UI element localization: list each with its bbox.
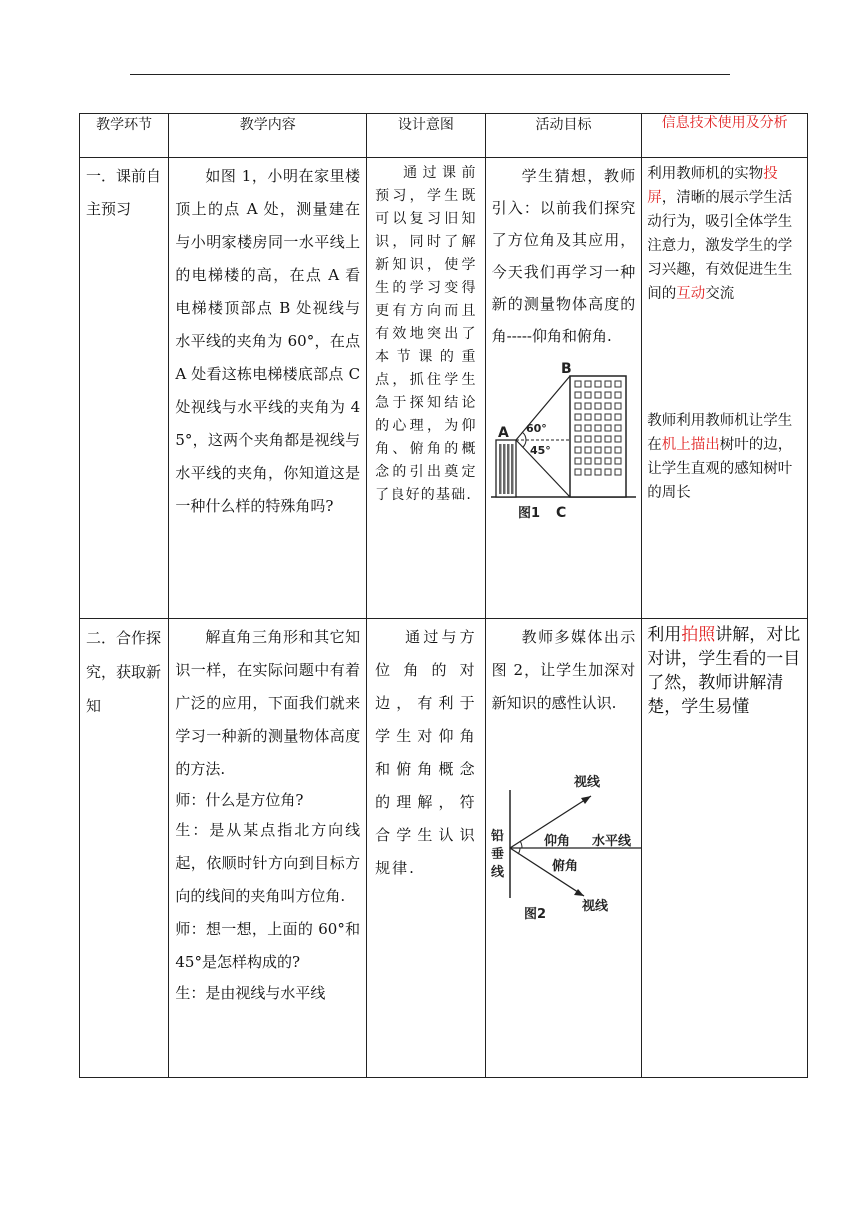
header-rule — [130, 74, 730, 75]
header-design: 设计意图 — [367, 114, 485, 158]
fig2-plumb-1: 铅 — [490, 829, 504, 844]
row2-tech-cell — [642, 619, 808, 1078]
row1-content-cell — [169, 158, 367, 619]
row2-stage-cell — [80, 619, 169, 1078]
row2-design: 通过与方位角的对边，有利于学生对仰角和俯角概念的理解，符合学生认识规律. — [375, 628, 477, 877]
fig2-caption: 图2 — [523, 907, 546, 922]
row2-tech-text-a: 利用 — [647, 625, 682, 645]
row2-tech-text-c: 讲解，对比对讲，学生看的一目了然，教师讲解清楚，学生易懂 — [647, 625, 801, 717]
header-content: 教学内容 — [169, 114, 367, 158]
row1-content: 如图 1，小明在家里楼顶上的点 A 处，测量建在与小明家楼房同一水平线上的电梯楼的高，在点 A 看电梯楼顶部点 B 处视线与水平线的夹角为 60°，在点A 处看这栋电梯楼底部点 C 处视线与水平线的夹角为 45°，这两个夹角都是视线与水平线的夹角，你知道这是一种什么样的特殊角吗? — [175, 167, 361, 515]
row1-tech-note-2 — [642, 405, 807, 505]
figure-1 — [486, 362, 636, 527]
row2-design-cell — [367, 619, 485, 1078]
row2-stage: 二．合作探究，获取新知 — [86, 629, 162, 715]
table-row — [80, 158, 808, 619]
row1-tech-cell — [642, 158, 808, 619]
fig2-sight-down: 视线 — [581, 899, 608, 914]
row2-answer-1: 生：是从某点指北方向线起，依顺时针方向到目标方向的线间的夹角叫方位角. — [175, 821, 361, 905]
fig2-elevation-angle: 仰角 — [543, 834, 570, 849]
tech2-text-a: 教师利用教师机让学生在 — [647, 413, 793, 453]
row2-content-cell — [169, 619, 367, 1078]
tech1-text-a: 利用教师机的实物 — [647, 166, 764, 182]
row2-content — [169, 619, 366, 1007]
row2-tech-note — [642, 619, 807, 719]
row2-question-1: 师：什么是方位角? — [175, 791, 304, 809]
fig2-plumb-2: 垂 — [490, 847, 504, 862]
lesson-plan-table — [79, 113, 808, 1078]
tech2-text-c: 树叶的边，让学生直观的感知树叶的周长 — [647, 437, 793, 501]
header-tech: 信息技术使用及分析 — [642, 114, 808, 158]
row2-activity-cell — [485, 619, 642, 1078]
fig1-label-c: C — [555, 505, 566, 521]
row1-stage: 一．课前自主预习 — [86, 167, 162, 218]
row2-question-2: 师：想一想，上面的 60°和 45°是怎样构成的? — [175, 920, 361, 971]
fig2-horizontal: 水平线 — [591, 834, 631, 849]
figure-2 — [486, 768, 642, 933]
tech1-highlight-projection: 投屏 — [647, 166, 778, 206]
fig2-plumb-3: 线 — [490, 865, 504, 880]
fig1-label-a: A — [497, 425, 509, 441]
row1-design-cell — [367, 158, 485, 619]
tech1-text-e: 交流 — [705, 286, 735, 302]
fig1-caption: 图1 — [517, 506, 540, 521]
tech1-text-c: ，清晰的展示学生活动行为，吸引全体学生注意力，激发学生的学习兴趣，有效促进生生间的 — [647, 190, 793, 302]
row1-stage-cell — [80, 158, 169, 619]
row1-design: 通过课前预习，学生既可以复习旧知识，同时了解新知识，使学生的学习变得更有方向而且有效地突出了本节课的重点，抓住学生急于探知结论的心理，为仰角、俯角的概念的引出奠定了良好的基础. — [375, 165, 477, 503]
row1-activity: 学生猜想，教师引入：以前我们探究了方位角及其应用，今天我们再学习一种新的测量物体高度的角-----仰角和俯角. — [491, 167, 636, 345]
header-activity: 活动目标 — [485, 114, 642, 158]
fig1-angle-60: 60° — [525, 422, 547, 435]
row2-tech-highlight-photo: 拍照 — [681, 625, 716, 645]
row1-tech-note-1 — [642, 158, 807, 306]
tech1-highlight-interaction: 互动 — [676, 286, 706, 302]
row2-intro: 解直角三角形和其它知识一样，在实际问题中有着广泛的应用，下面我们就来学习一种新的测量物体高度的方法. — [175, 628, 361, 778]
row2-activity: 教师多媒体出示图 2，让学生加深对新知识的感性认识. — [491, 628, 636, 712]
table-row — [80, 619, 808, 1078]
fig2-sight-up: 视线 — [573, 775, 600, 790]
header-row — [80, 114, 808, 158]
fig2-depression-angle: 俯角 — [551, 859, 578, 874]
tech2-highlight-trace: 机上描出 — [661, 437, 720, 453]
fig1-angle-45: 45° — [529, 444, 551, 457]
header-stage: 教学环节 — [80, 114, 169, 158]
fig1-label-b: B — [560, 362, 572, 377]
row2-answer-2: 生：是由视线与水平线 — [175, 984, 326, 1002]
row1-activity-cell — [485, 158, 642, 619]
